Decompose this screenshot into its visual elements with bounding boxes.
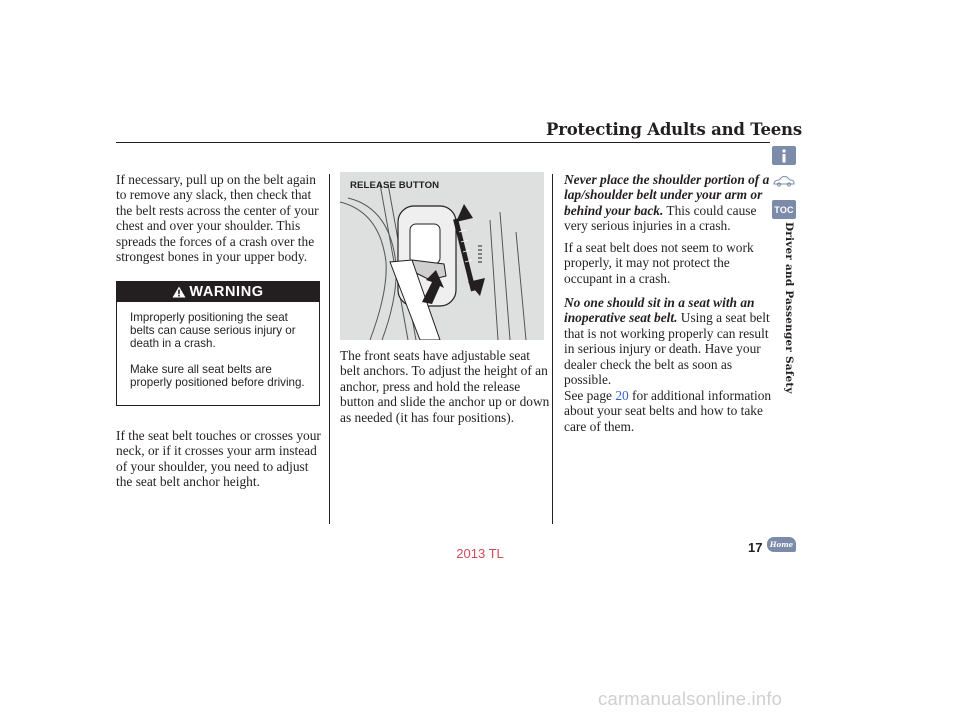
paragraph-adjustable-anchors: The front seats have adjustable seat belt anchors. To adjust the height of an anchor, press and hold the release button and slide the anchor up or down as needed (it has four positions). [340,348,550,425]
paragraph-see-page [564,388,772,434]
page-title: Protecting Adults and Teens [546,120,802,139]
caution-inoperative-belt-text: Using a seat belt that is not working properly can result in serious injury or death. Have your dealer check the belt as soon as possible. [564,310,770,388]
seat-belt-anchor-drawing [340,172,544,340]
vehicle-tab[interactable] [772,171,796,190]
model-year-label: 2013 TL [456,546,504,561]
warning-text-1: Improperly positioning the seat belts can cause serious injury or death in a crash. [130,311,296,351]
column-divider [552,174,553,524]
caution-inoperative-belt [564,295,772,387]
warning-header [117,282,319,302]
warning-triangle-icon [172,286,186,298]
watermark: carmanualsonline.info [598,688,783,709]
page-20-link[interactable]: 20 [615,388,629,403]
column-divider [329,174,330,524]
caution-shoulder-belt-text: This could cause very serious injuries in a crash. [564,202,757,234]
paragraph-belt-not-working: If a seat belt does not seem to work properly, it may not protect the occupant in a crash. [564,240,754,286]
car-icon [773,175,795,187]
see-page-text-rest: for additional information about your seat belts and how to take care of them. [564,388,772,434]
paragraph-belt-slack: If necessary, pull up on the belt again to remove any slack, then check that the belt rests across the center of your chest and over your shoulder. This spreads the forces of a crash over the strongest bones in your upper body. [116,172,319,265]
seat-belt-anchor-illustration [340,172,544,340]
page-number: 17 [748,540,763,555]
release-button-label: RELEASE BUTTON [350,180,440,191]
header-rule [116,142,770,143]
warning-body [117,302,319,389]
see-page-text: See page [564,388,616,403]
caution-shoulder-belt [564,172,772,234]
home-button[interactable]: Home [767,537,796,552]
warning-text-2: Make sure all seat belts are properly positioned before driving. [130,362,305,389]
caution-inoperative-belt-emphasis: No one should sit in a seat with an inoperative seat belt. [564,295,755,326]
info-icon [780,149,788,163]
paragraph-anchor-adjust: If the seat belt touches or crosses your neck, or if it crosses your arm instead of your shoulder, you need to adjust the seat belt anchor height. [116,428,321,490]
warning-label: WARNING [189,284,264,300]
caution-shoulder-belt-emphasis: Never place the shoulder portion of a lap/shoulder belt under your arm or behind your back. [564,172,770,218]
toc-tab[interactable]: TOC [772,200,796,219]
warning-box [116,281,320,406]
index-tab[interactable] [772,146,796,165]
vertical-section-label: Driver and Passenger Safety [783,222,795,394]
